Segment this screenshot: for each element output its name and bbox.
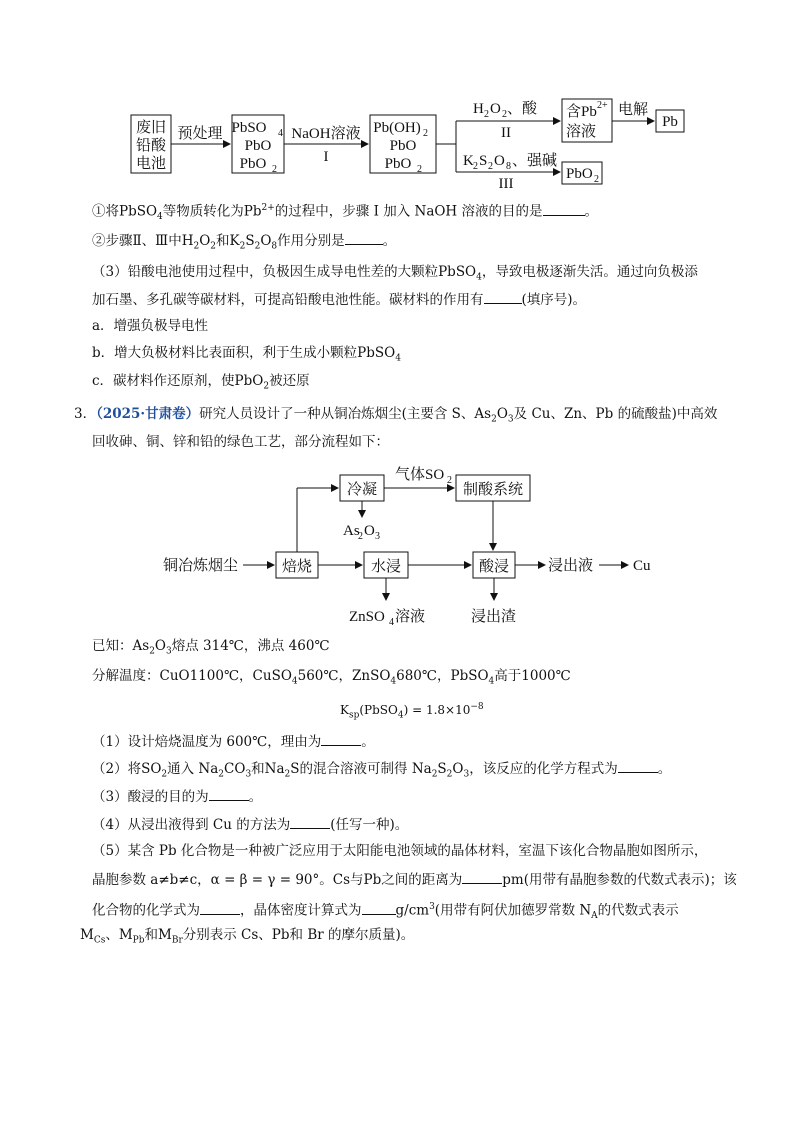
svg-text:2: 2 bbox=[473, 161, 478, 172]
svg-text:2+: 2+ bbox=[597, 100, 608, 111]
answer-blank[interactable] bbox=[345, 230, 383, 245]
acid-leach-label: 酸浸 bbox=[478, 559, 510, 575]
svg-text:2: 2 bbox=[594, 174, 599, 185]
pbo2-label: PbO bbox=[566, 166, 593, 182]
label-gas-so2: 气体SO bbox=[395, 467, 445, 483]
svg-text:O: O bbox=[490, 101, 501, 117]
svg-text:2: 2 bbox=[447, 475, 452, 486]
mix1-pbo: PbO bbox=[244, 138, 272, 154]
label-znso4: ZnSO bbox=[349, 609, 385, 625]
known-line-1: 已知：$As_2O_3$熔点 314℃，沸点 460℃ bbox=[92, 638, 330, 657]
sub-question-5-line3: 化合物的化学式为 ，晶体密度计算式为 $g/cm^3$(用带有阿伏加德罗常数 $N_A$的代数式表示 bbox=[92, 897, 679, 926]
svg-text:8: 8 bbox=[506, 161, 511, 172]
label-pretreat: 预处理 bbox=[177, 126, 223, 142]
question-line-2: ②步骤Ⅱ、Ⅲ中$H_2O_2$和$K_2S_2O_8$作用分别是 。 bbox=[92, 230, 396, 257]
svg-text:2: 2 bbox=[484, 109, 489, 120]
sub-question-5-line1: （5）某含 Pb 化合物是一种被广泛应用于太阳能电池领域的晶体材料，室温下该化合物晶胞如图所示， bbox=[92, 843, 708, 859]
mix1-pbso4: PbSO bbox=[231, 120, 267, 136]
label-step2: II bbox=[501, 125, 511, 141]
question-line-4: 加石墨、多孔碳等碳材料，可提高铅酸电池性能。碳材料的作用有 (填序号)。 bbox=[92, 289, 586, 310]
problem-source: （2025·甘肃卷） bbox=[96, 406, 200, 422]
svg-text:2: 2 bbox=[502, 109, 507, 120]
option-c: c．碳材料作还原剂，使PbO$_2$被还原 bbox=[92, 373, 310, 392]
answer-blank[interactable] bbox=[618, 758, 658, 773]
svg-text:3: 3 bbox=[375, 531, 380, 542]
mix2-pbo: PbO bbox=[389, 138, 417, 154]
answer-blank[interactable] bbox=[290, 814, 330, 829]
answer-blank[interactable] bbox=[362, 900, 396, 915]
label-leachate: 浸出液 bbox=[548, 558, 594, 574]
sub-question-5-line4: $M_{Cs}$、$M_{Pb}$和$M_{Br}$分别表示 Cs、Pb和 Br 的摩尔质量)。 bbox=[80, 927, 415, 946]
ksp-formula: $K_{sp}(PbSO_4) = 1.8\times 10^{-8}$ bbox=[340, 702, 484, 721]
answer-blank[interactable] bbox=[321, 731, 361, 746]
svg-text:2: 2 bbox=[272, 164, 277, 175]
question-line-3: （3）铅酸电池使用过程中，负极因生成导电性差的大颗粒PbSO$_4$，导致电极逐渐失活。通过向负极添 bbox=[92, 264, 698, 283]
label-step1: I bbox=[323, 149, 329, 165]
problem3-intro-line1: 3．（2025·甘肃卷）研究人员设计了一种从铜冶炼烟尘(主要含 S、$As_2O_3$及 Cu、Zn、Pb 的硫酸盐)中高效 bbox=[74, 406, 718, 425]
answer-blank[interactable] bbox=[484, 289, 522, 304]
svg-text:2: 2 bbox=[417, 164, 422, 175]
mix2-pbo2: PbO bbox=[384, 156, 412, 172]
sub-question-1: （1）设计焙烧温度为 600℃，理由为 。 bbox=[92, 731, 375, 752]
svg-text:溶液: 溶液 bbox=[395, 609, 426, 625]
label-smelting-dust: 铜冶炼烟尘 bbox=[163, 558, 239, 574]
label-cu: Cu bbox=[633, 558, 651, 574]
svg-text:O: O bbox=[364, 523, 375, 539]
sub-question-5-line2: 晶胞参数 a≠b≠c，α = β = γ = 90°。Cs与Pb之间的距离为 pm(用带有晶胞参数的代数式表示)；该 bbox=[92, 869, 737, 890]
option-b: b．增大负极材料比表面积，利于生成小颗粒PbSO$_4$ bbox=[92, 345, 401, 364]
answer-blank[interactable] bbox=[209, 786, 249, 801]
svg-text:4: 4 bbox=[278, 128, 283, 139]
roast-label: 焙烧 bbox=[281, 559, 313, 575]
svg-text:4: 4 bbox=[389, 617, 394, 628]
mix1-pbo2: PbO bbox=[239, 156, 267, 172]
sub-question-4: （4）从浸出液得到 Cu 的方法为 (任写一种)。 bbox=[92, 814, 408, 835]
answer-blank[interactable] bbox=[462, 869, 502, 884]
question-line-1: ①将PbSO$_4$等物质转化为$Pb^{2+}$的过程中，步骤 I 加入 NaOH 溶液的目的是 。 bbox=[92, 198, 598, 227]
mix2-pboh2: Pb(OH) bbox=[373, 120, 421, 136]
known-line-2: 分解温度：CuO1100℃，CuSO$_4$560℃，ZnSO$_4$680℃，PbSO$_4$高于1000℃ bbox=[92, 668, 571, 687]
battery-line2: 铅酸 bbox=[135, 138, 167, 154]
label-acid: 、酸 bbox=[507, 101, 538, 117]
answer-blank[interactable] bbox=[200, 900, 240, 915]
pb2-line2: 溶液 bbox=[566, 124, 597, 140]
acid-system-label: 制酸系统 bbox=[462, 482, 524, 498]
pb2-line1: 含Pb bbox=[566, 104, 597, 120]
answer-blank[interactable] bbox=[543, 201, 585, 216]
svg-text:2: 2 bbox=[423, 128, 428, 139]
battery-line1: 废旧 bbox=[135, 120, 167, 136]
flow-diagram-smelting-dust bbox=[0, 455, 794, 635]
pb-label: Pb bbox=[662, 114, 678, 130]
condense-label: 冷凝 bbox=[346, 482, 378, 498]
label-k2s2o8: K bbox=[463, 153, 474, 169]
label-strong-base: 、强碱 bbox=[512, 153, 558, 169]
svg-text:O: O bbox=[494, 153, 505, 169]
label-naoh: NaOH溶液 bbox=[291, 126, 361, 142]
label-electrolysis: 电解 bbox=[617, 102, 649, 118]
label-step3: III bbox=[498, 176, 514, 192]
sub-question-3: （3）酸浸的目的为 。 bbox=[92, 786, 262, 807]
label-h2o2: H bbox=[473, 101, 484, 117]
flow-diagram-lead-recycle bbox=[0, 0, 794, 200]
problem3-intro-line2: 回收砷、铜、锌和铅的绿色工艺，部分流程如下： bbox=[92, 434, 389, 450]
svg-text:2: 2 bbox=[358, 531, 363, 542]
option-a: a．增强负极导电性 bbox=[92, 318, 209, 334]
label-residue: 浸出渣 bbox=[471, 609, 517, 625]
svg-text:S: S bbox=[479, 153, 488, 169]
svg-text:2: 2 bbox=[488, 161, 493, 172]
sub-question-2: （2）将$SO_2$通入 $Na_2CO_3$和$Na_2S$的混合溶液可制得 $Na_2S_2O_3$，该反应的化学方程式为 。 bbox=[92, 758, 671, 785]
label-as2o3: As bbox=[343, 523, 360, 539]
water-leach-label: 水浸 bbox=[370, 559, 402, 575]
battery-line3: 电池 bbox=[135, 156, 167, 172]
